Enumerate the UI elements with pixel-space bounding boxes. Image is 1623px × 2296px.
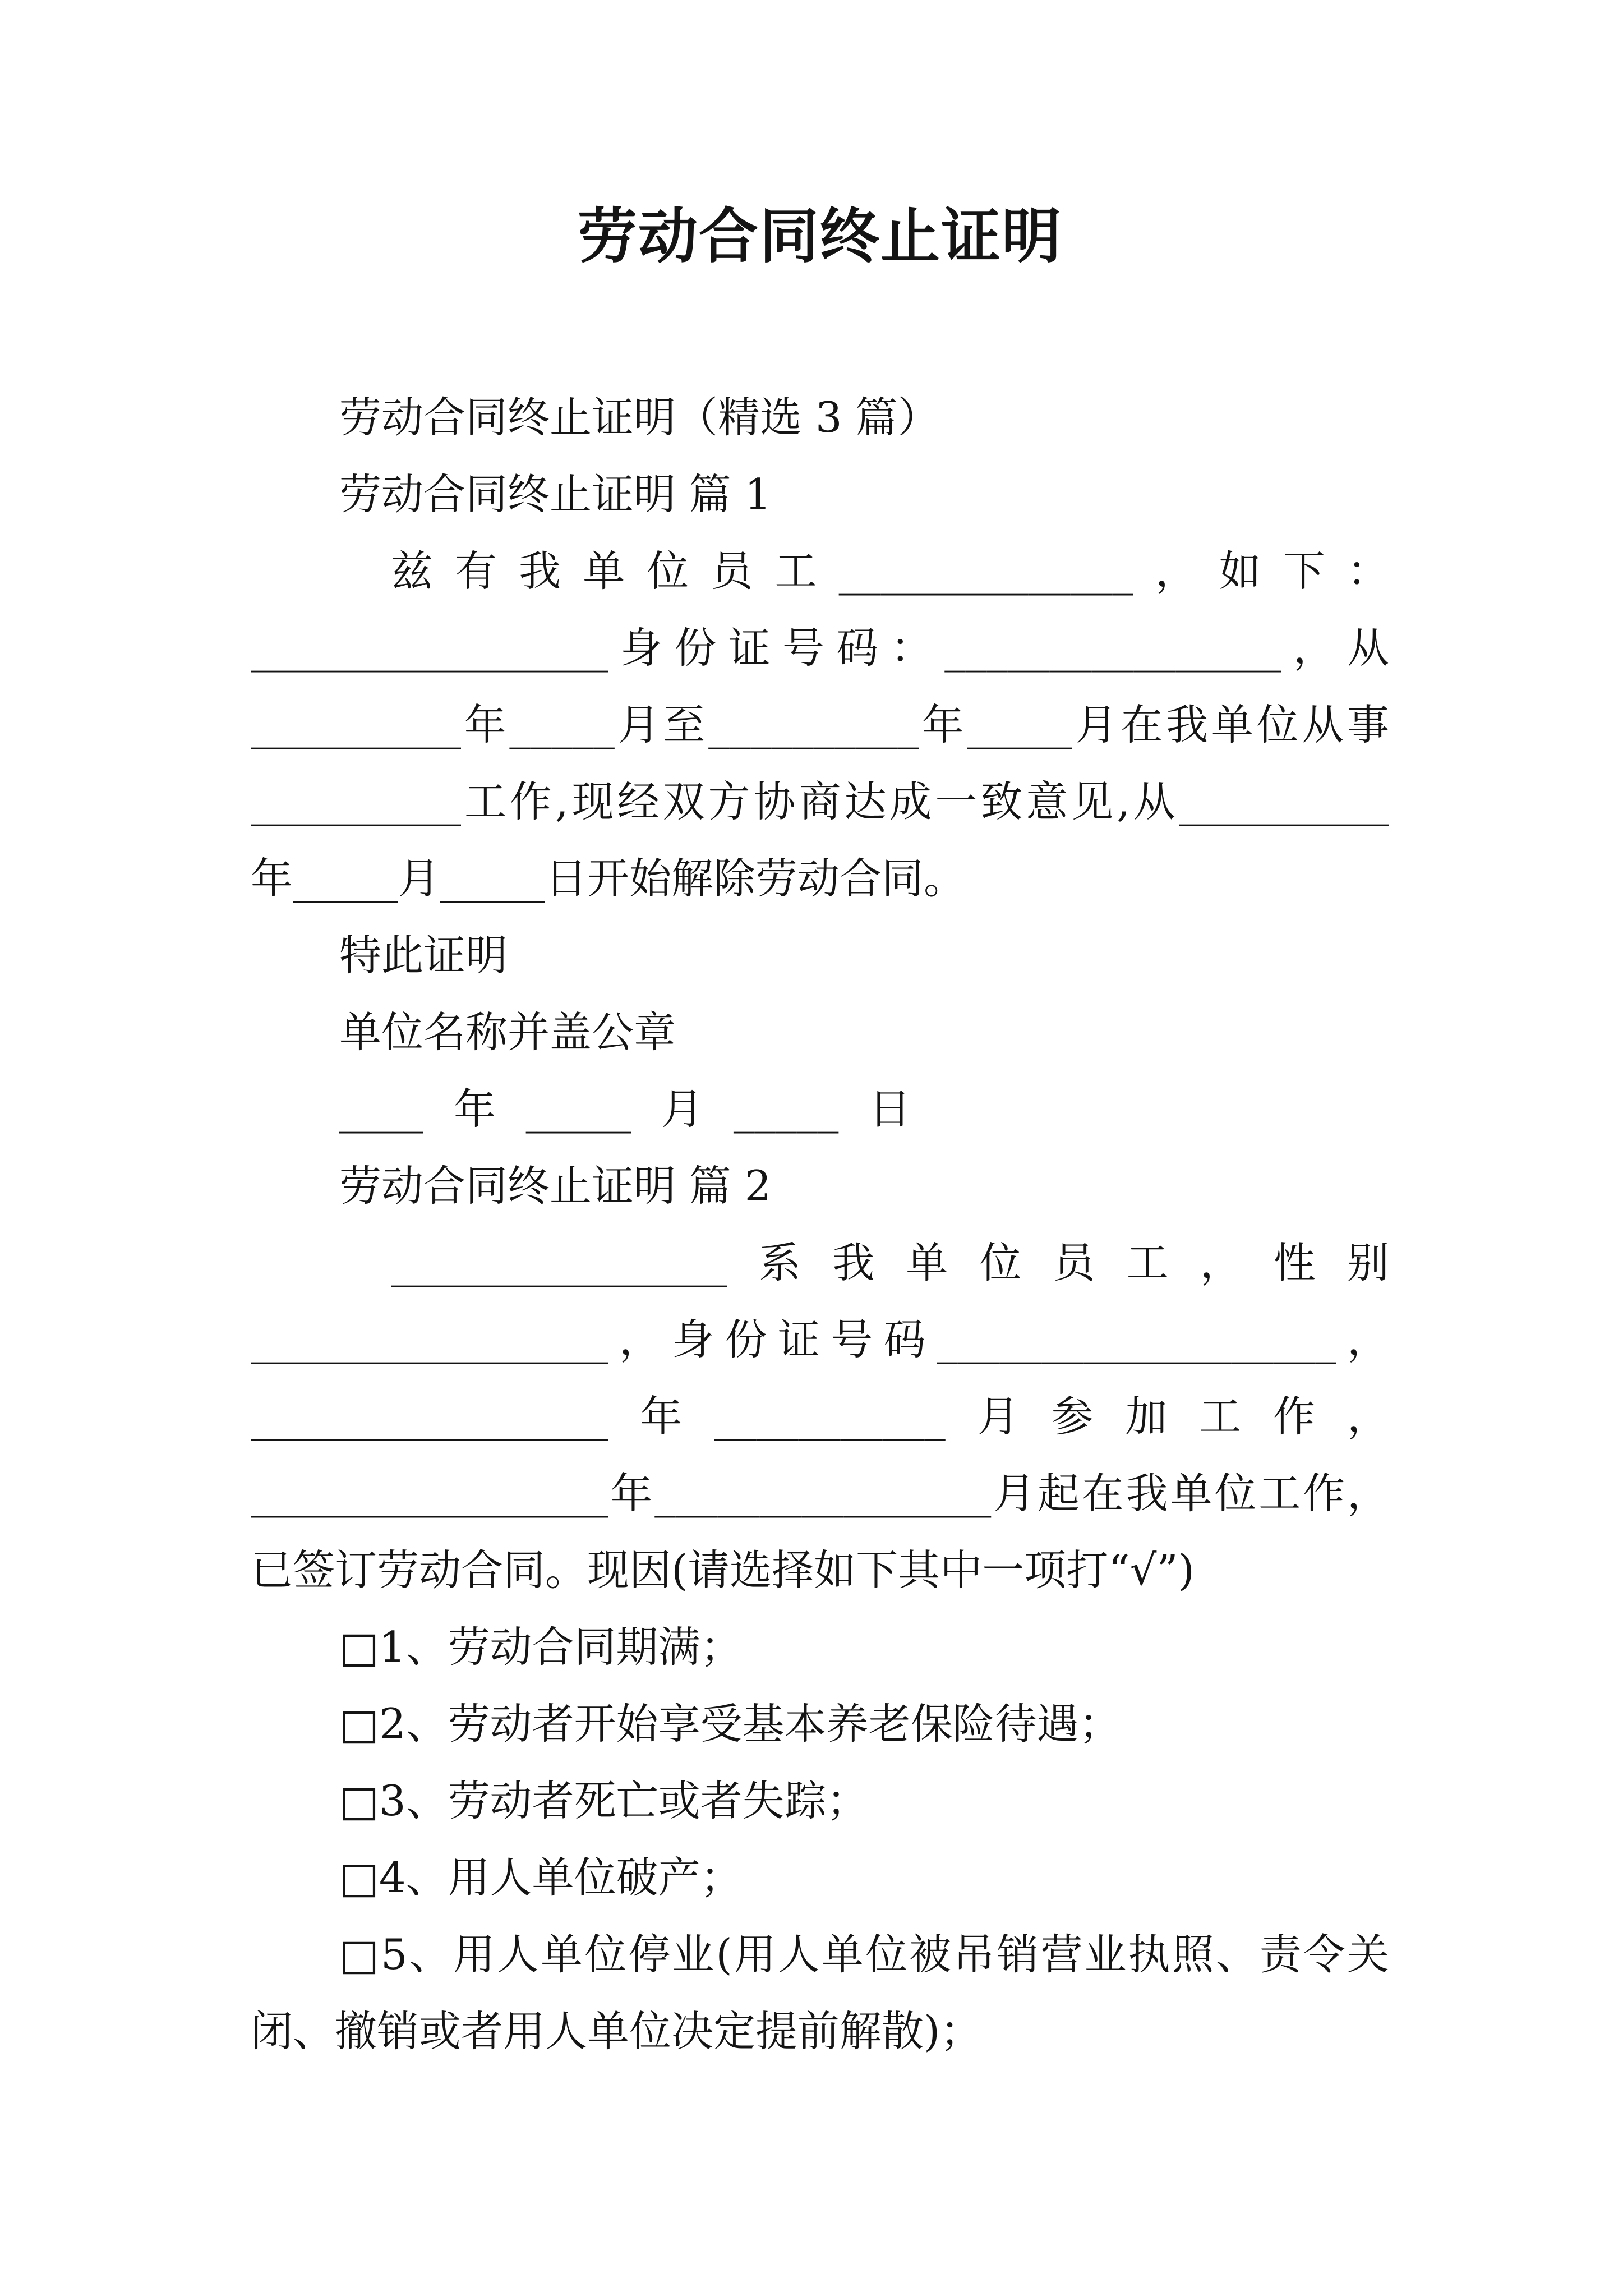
option-item-continuation: 闭、撤销或者用人单位决定提前解散)； bbox=[251, 2007, 983, 2056]
document-subtitle: 劳动合同终止证明（精选 3 篇） bbox=[339, 393, 940, 442]
article1-body-line: 兹有我单位员工______________，如下： bbox=[391, 546, 1389, 596]
document-body bbox=[251, 379, 1389, 2070]
article2-body-line: 已签订劳动合同。现因(请选择如下其中一项打“√”) bbox=[251, 1545, 1195, 1595]
document-title: 劳动合同终止证明 bbox=[578, 201, 1062, 271]
article1-body-line: 年_____月_____日开始解除劳动合同。 bbox=[251, 854, 966, 903]
option-item: □2、劳动者开始享受基本养老保险待遇； bbox=[339, 1699, 1121, 1749]
option-item: □5、用人单位停业(用人单位被吊销营业执照、责令关 bbox=[339, 1930, 1389, 1979]
article2-heading: 劳动合同终止证明 篇 2 bbox=[339, 1161, 772, 1211]
article1-body-line: _________________身份证号码：________________，从 bbox=[251, 623, 1389, 673]
article1-closing: 特此证明 bbox=[339, 931, 508, 980]
article1-signature: 单位名称并盖公章 bbox=[339, 1007, 676, 1057]
article2-body-line: _________________年________________月起在我单位工作， bbox=[251, 1469, 1389, 1518]
article1-heading: 劳动合同终止证明 篇 1 bbox=[339, 470, 772, 519]
option-item: □1、劳动合同期满； bbox=[339, 1622, 743, 1672]
article1-body-line: __________工作,现经双方协商达成一致意见,从__________ bbox=[251, 777, 1389, 826]
option-item: □4、用人单位破产； bbox=[339, 1853, 743, 1902]
article1-date: ____ 年 _____ 月 _____ 日 bbox=[339, 1084, 911, 1134]
option-item: □3、劳动者死亡或者失踪； bbox=[339, 1776, 869, 1825]
article2-body-line: ________________系我单位员工，性别 bbox=[391, 1238, 1389, 1287]
article2-body-line: _________________年___________月参加工作， bbox=[251, 1392, 1389, 1441]
article2-body-line: _________________，身份证号码___________________， bbox=[251, 1315, 1389, 1364]
article1-body-line: __________年_____月至__________年_____月在我单位从事 bbox=[251, 700, 1389, 749]
